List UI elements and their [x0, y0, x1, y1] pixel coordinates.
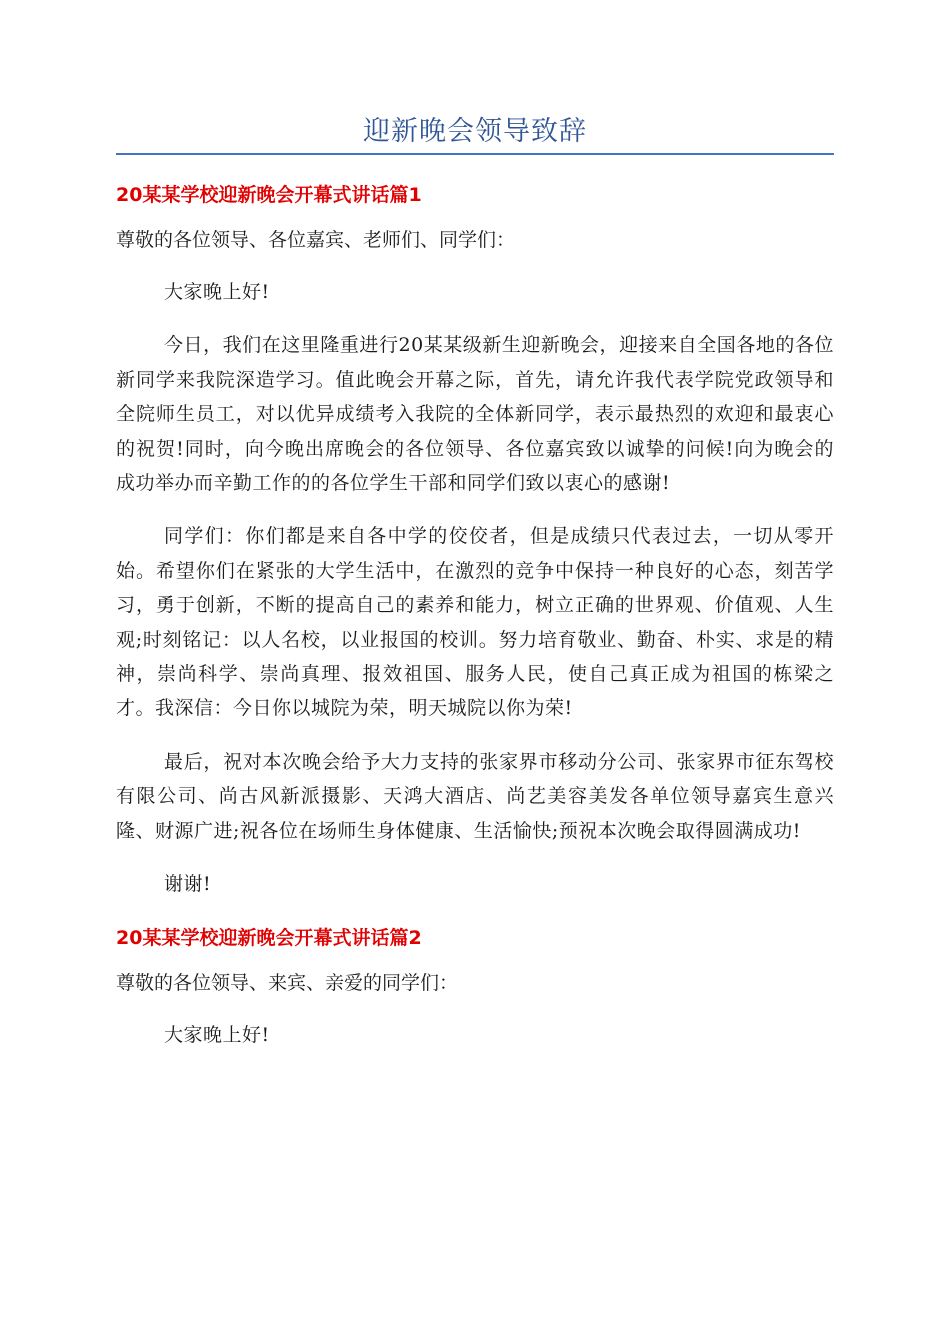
greeting-paragraph: 大家晚上好! — [164, 281, 270, 303]
document-title: 迎新晚会领导致辞 — [363, 116, 587, 147]
salutation: 尊敬的各位领导、来宾、亲爱的同学们： — [116, 971, 459, 994]
section-heading: 20某某学校迎新晚会开幕式讲话篇1 — [116, 184, 422, 206]
speech-section-1 — [116, 178, 834, 902]
title-underline — [116, 153, 834, 155]
section-heading: 20某某学校迎新晚会开幕式讲话篇2 — [116, 926, 422, 949]
speech-section-2 — [116, 921, 834, 1052]
document-body — [116, 178, 834, 1071]
body-paragraph: 同学们：你们都是来自各中学的佼佼者，但是成绩只代表过去，一切从零开始。希望你们在紧张的大学生活中，在激烈的竞争中保持一种良好的心态，刻苦学习，勇于创新，不断的提高自己的素养和能力，树立正确的世界观、价值观、人生观;时刻铭记：以人名校，以业报国的校训。努力培育敬业、勤奋、朴实、求是的精神，崇尚科学、崇尚真理、报效祖国、服务人民，使自己真正成为祖国的栋梁之才。我深信：今日你以城院为荣，明天城院以你为荣! — [116, 525, 834, 720]
greeting-paragraph: 大家晚上好! — [164, 1023, 270, 1046]
body-paragraph: 最后，祝对本次晚会给予大力支持的张家界市移动分公司、张家界市征东驾校有限公司、尚古风新派摄影、天鸿大酒店、尚艺美容美发各单位领导嘉宾生意兴隆、财源广进;祝各位在场师生身体健康、生活愉快;预祝本次晚会取得圆满成功! — [116, 750, 834, 842]
closing-paragraph: 谢谢! — [164, 873, 212, 896]
salutation: 尊敬的各位领导、各位嘉宾、老师们、同学们： — [116, 229, 516, 251]
body-paragraph: 今日，我们在这里隆重进行20某某级新生迎新晚会，迎接来自全国各地的各位新同学来我院深造学习。值此晚会开幕之际，首先，请允许我代表学院党政领导和全院师生员工，对以优异成绩考入我院的全体新同学，表示最热烈的欢迎和最衷心的祝贺!同时，向今晚出席晚会的各位领导、各位嘉宾致以诚挚的问候!向为晚会的成功举办而辛勤工作的的各位学生干部和同学们致以衷心的感谢! — [116, 334, 834, 495]
